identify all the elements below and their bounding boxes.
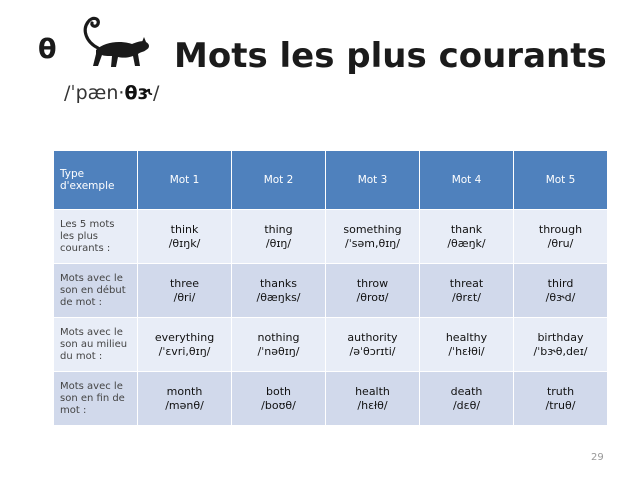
word: health [355, 384, 390, 398]
word-cell [514, 372, 608, 426]
page-number: 29 [591, 452, 604, 463]
word: threat [449, 276, 484, 290]
table-row [54, 264, 608, 318]
word: healthy [445, 330, 488, 344]
row-label: Mots avec le son au milieu du mot : [54, 318, 138, 372]
ipa-emphasis: θɝ [124, 82, 153, 104]
ipa-transcription: /θru/ [547, 236, 574, 250]
ipa-transcription: /ˈnəθɪŋ/ [257, 344, 300, 358]
word-cell [326, 318, 420, 372]
word: thanks [259, 276, 298, 290]
ipa-transcription: /θroʊ/ [356, 290, 389, 304]
ipa-transcription: /θri/ [173, 290, 196, 304]
ipa-transcription: /truθ/ [545, 398, 576, 412]
column-header: Mot 1 [138, 151, 232, 210]
word-cell [514, 318, 608, 372]
ipa-transcription: /ˈbɝθ,deɪ/ [533, 344, 588, 358]
vocab-table [53, 150, 608, 426]
word: through [538, 222, 583, 236]
word: month [166, 384, 203, 398]
word: both [266, 384, 291, 398]
word-cell [232, 210, 326, 264]
ipa-transcription: /θɝd/ [545, 290, 576, 304]
word: nothing [257, 330, 300, 344]
ipa-transcription: /ˈhɛłθi/ [448, 344, 485, 358]
word: authority [347, 330, 398, 344]
ipa-pronunciation [64, 82, 159, 104]
table-row [54, 318, 608, 372]
ipa-transcription: /mənθ/ [165, 398, 204, 412]
ipa-transcription: /boʊθ/ [261, 398, 296, 412]
word-cell [232, 264, 326, 318]
word-cell [138, 318, 232, 372]
ipa-suffix: / [152, 82, 160, 104]
ipa-transcription: /ˈɛvri,θɪŋ/ [158, 344, 211, 358]
word-cell [232, 318, 326, 372]
word: death [450, 384, 483, 398]
column-header: Mot 5 [514, 151, 608, 210]
ipa-transcription: /θæŋk/ [447, 236, 486, 250]
word: thing [264, 222, 293, 236]
word-cell [326, 372, 420, 426]
ipa-transcription: /ˈsəm,θɪŋ/ [345, 236, 400, 250]
row-label: Les 5 mots les plus courants : [54, 210, 138, 264]
table-row [54, 372, 608, 426]
word: truth [546, 384, 575, 398]
word: thank [450, 222, 483, 236]
word-cell [326, 210, 420, 264]
word: something [343, 222, 402, 236]
word-cell [326, 264, 420, 318]
column-header: Mot 4 [420, 151, 514, 210]
panther-icon [76, 12, 152, 72]
word-cell [420, 372, 514, 426]
ipa-transcription: /θɪŋ/ [265, 236, 292, 250]
column-header: Mot 2 [232, 151, 326, 210]
ipa-transcription: /θɪŋk/ [168, 236, 201, 250]
theta-symbol: θ [38, 34, 57, 65]
ipa-transcription: /dɛθ/ [452, 398, 481, 412]
row-label: Mots avec le son en fin de mot : [54, 372, 138, 426]
word: three [169, 276, 200, 290]
word-cell [138, 210, 232, 264]
ipa-transcription: /əˈθɔrɪti/ [349, 344, 396, 358]
ipa-transcription: /θrɛt/ [452, 290, 481, 304]
column-header: Type d'exemple [54, 151, 138, 210]
ipa-transcription: /θæŋks/ [256, 290, 301, 304]
table-row [54, 210, 608, 264]
ipa-transcription: /hɛłθ/ [357, 398, 388, 412]
word-cell [420, 210, 514, 264]
word-cell [420, 318, 514, 372]
word-cell [138, 264, 232, 318]
word: everything [154, 330, 215, 344]
table-header-row [54, 151, 608, 210]
column-header: Mot 3 [326, 151, 420, 210]
page-title: Mots les plus courants [174, 36, 607, 76]
word-cell [514, 210, 608, 264]
word: throw [356, 276, 389, 290]
word-cell [420, 264, 514, 318]
word-cell [514, 264, 608, 318]
word-cell [138, 372, 232, 426]
ipa-prefix: /ˈpæn· [64, 82, 125, 104]
word-cell [232, 372, 326, 426]
word: think [170, 222, 199, 236]
row-label: Mots avec le son en début de mot : [54, 264, 138, 318]
word: third [547, 276, 574, 290]
word: birthday [537, 330, 584, 344]
